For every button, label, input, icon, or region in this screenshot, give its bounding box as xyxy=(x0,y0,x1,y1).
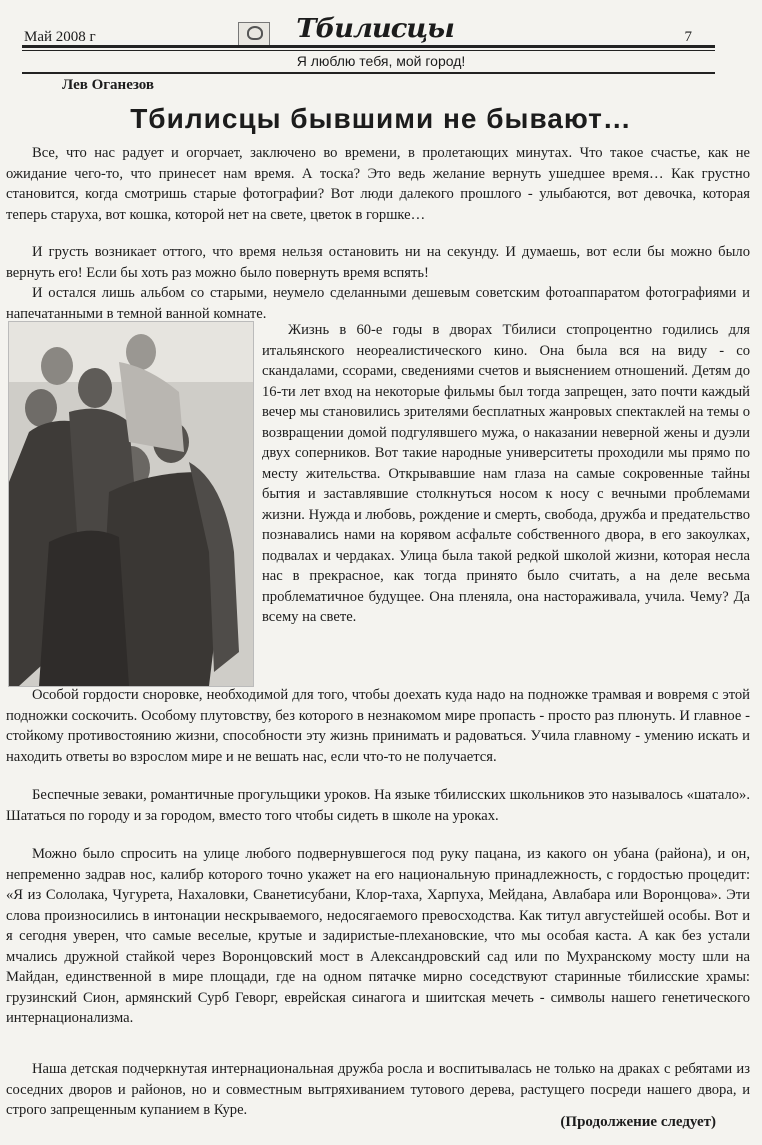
page-number: 7 xyxy=(684,29,692,45)
archive-photo-boys xyxy=(8,321,254,687)
article-author: Лев Оганезов xyxy=(62,77,155,93)
newspaper-emblem-icon xyxy=(238,22,270,46)
header-slogan: Я люблю тебя, мой город! xyxy=(296,53,466,69)
slogan-rule xyxy=(22,72,715,74)
paragraph-8: Наша детская подчеркнутая интернациональная дружба росла и воспитывалась не только на драках с ребятами из соседних дворов и районов, но и совместным вытряхиванием тутового дерева, растущего посреди нашего двора, и строго запрещенным купанием в Куре. xyxy=(6,1061,750,1118)
paragraph-6: Беспечные зеваки, романтичные прогульщики уроков. На языке тбилисских школьников это называлось «шатало». Шататься по городу и за городом, вместо того чтобы сидеть в школе на уроках. xyxy=(6,787,750,824)
paragraph-4: Жизнь в 60-е годы в дворах Тбилиси стопроцентно годились для итальянского неореалистического кино. Она была вся на виду - со скандалами, ссорами, сведениями счетов и выяснением отношений. Детям до 16-ти лет вход на некоторые фильмы был тогда запрещен, зато почти каждый вечер мы становились зрителями бесплатных жанровых спектаклей на темы о возвращении домой подгулявшего мужа, о наказании неверной жены и дуэли двух соперников. Вот такие народные университеты проходили мы прямо по месту жительства. Открывавшие нам глаза на самые сокровенные тайны бытия и заставлявшие столкнуться носом к носу с вечными проблемами жизни. Нужда и любовь, рождение и смерть, свобода, дружба и предательство познавались нами на корявом асфальте собственного двора, в его закоулках, подвалах и чердаках. Улица была такой редкой школой жизни, которая несла нас в прекрасное, как тогда принято было считать, а на деле весьма проблематичное будущее. Она пленяла, она настораживала, учила. Чему? Да всему на свете. xyxy=(262,322,750,625)
paragraph-5: Особой гордости сноровке, необходимой для того, чтобы доехать куда надо на подножке трамвая и вовремя с этой подножки соскочить. Особому плутовству, без которого в незнакомом мире пропасть - просто раз плюнуть. И главное - стойкому противостоянию жизни, способности эту жизнь принимать и радоваться. Учила главному - умению искать и находить ответы во взрослом мире и не вешать нас, если что-то не получается. xyxy=(6,687,750,765)
paragraph-1: Все, что нас радует и огорчает, заключено во времени, в пролетающих минутах. Что такое счастье, как не ожидание чего-то, что принесет нам время. А тоска? Это ведь желание вернуть ушедшее время… Как грустно становится, когда смотришь старые фотографии? Вот люди далекого прошлого - улыбаются, вот девочка, которая теперь старуха, вот кошка, которой нет на свете, цветок в горшке… xyxy=(6,145,750,223)
paragraph-2: И грусть возникает оттого, что время нельзя остановить ни на секунду. И думаешь, вот если бы можно было вернуть его! Если бы хоть раз можно было повернуть время вспять! xyxy=(6,244,750,281)
photo-illustration xyxy=(9,322,253,686)
paragraph-7: Можно было спросить на улице любого подвернувшегося под руку пацана, из какого он убана (района), и он, непременно задрав нос, калибр которого точно укажет на его национальную принадлежность, с гордостью процедит: «Я из Сололака, Чугурета, Нахаловки, Сванетисубани, Клор-таха, Харпуха, Мейдана, Авлабара или Воронцова». Эти слова произносились в интонации нескрываемого, недосягаемого превосходства. Как титул августейшей особы. Вот и я сегодня уверен, что самые веселые, крутые и задиристые-плехановские, что мы особая каста. А как без устали мчались дружной стайкой через Воронцовский мост в Александровский сад или по Мухранскому мосту шли на Майдан, единственной в мире площади, где на одном пятачке мирно соседствуют старинные тбилисские храмы: грузинский Сион, армянский Сурб Геворг, еврейская синагога и шиитская мечеть - символы нашего генетического интернационализма. xyxy=(6,846,750,1026)
header-rule-thin xyxy=(22,50,715,51)
continued-note: (Продолжение следует) xyxy=(560,1114,716,1130)
newspaper-logo: Тбилисцы xyxy=(296,14,454,44)
article-title: Тбилисцы бывшими не бывают… xyxy=(130,103,632,134)
paragraph-3: И остался лишь альбом со старыми, неумело сделанными дешевым советским фотоаппаратом фотографиями и напечатанными в темной ванной комнате. xyxy=(6,285,750,322)
header-rule xyxy=(22,45,715,48)
issue-date: Май 2008 г xyxy=(24,29,96,45)
